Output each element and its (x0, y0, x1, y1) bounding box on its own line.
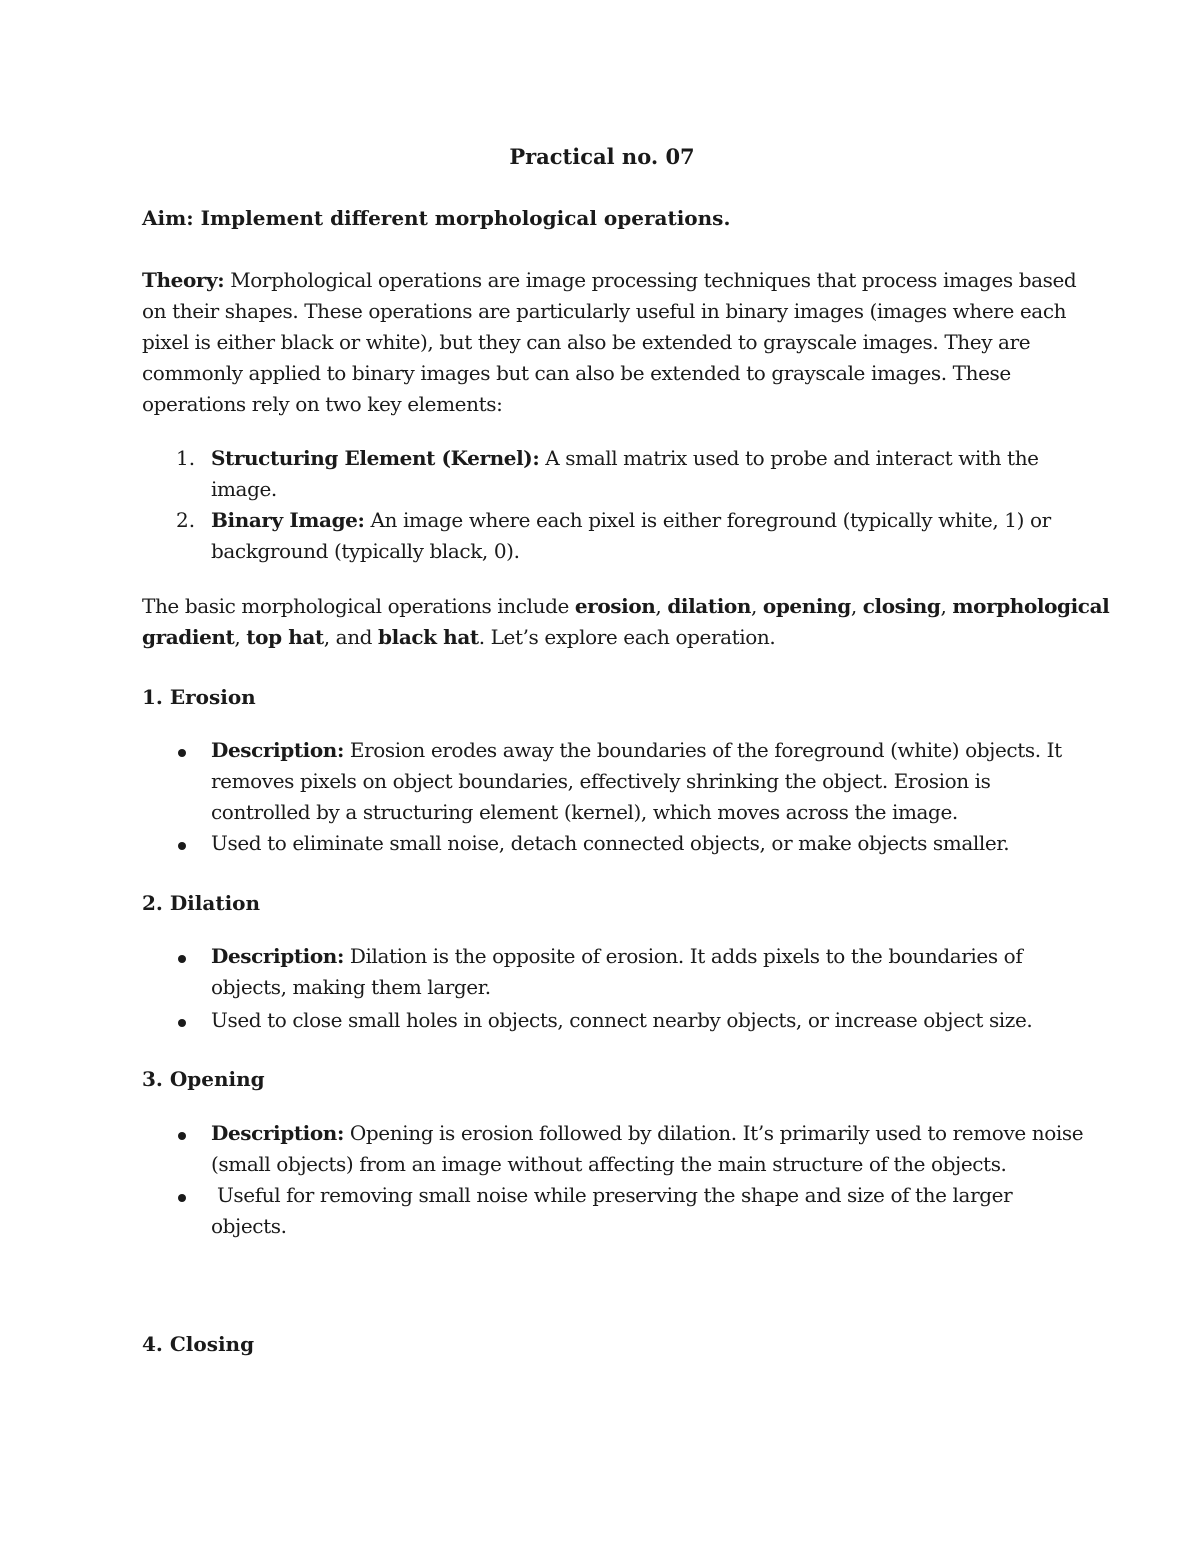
item-desc: An image where each pixel is either foreground (typically white, 1) or (364, 508, 1051, 532)
erosion-desc-2: removes pixels on object boundaries, effectively shrinking the object. Erosion is (211, 769, 991, 793)
bullet-icon (178, 842, 186, 850)
aim-heading: Aim: Implement different morphological operations. (142, 206, 731, 230)
separator: , (850, 594, 863, 618)
item-number: 1. (176, 446, 196, 470)
description-label: Description: (211, 944, 344, 968)
theory-line-2: on their shapes. These operations are particularly useful in binary images (images where each (142, 299, 1067, 323)
theory-line-4: commonly applied to binary images but can also be extended to grayscale images. These (142, 361, 1011, 385)
basic-text: The basic morphological operations include (142, 594, 575, 618)
page-title: Practical no. 07 (509, 144, 695, 169)
item-number: 2. (176, 508, 196, 532)
opening-desc-1 (211, 1121, 1083, 1145)
bullet-icon (178, 1019, 186, 1027)
bullet-icon (178, 1194, 186, 1202)
item-text-2 (211, 508, 1051, 532)
item-label: Binary Image: (211, 508, 365, 532)
section-heading-closing: 4. Closing (142, 1332, 255, 1356)
bullet-icon (178, 1132, 186, 1140)
item-text-1-cont: image. (211, 477, 277, 501)
separator: , (655, 594, 668, 618)
term-erosion: erosion (574, 594, 656, 618)
term-dilation: dilation (667, 594, 751, 618)
description-text: Erosion erodes away the boundaries of the foreground (white) objects. It (343, 738, 1062, 762)
basic-text-end: . Let’s explore each operation. (478, 625, 776, 649)
term-gradient: gradient (142, 625, 235, 649)
section-heading-opening: 3. Opening (142, 1067, 265, 1091)
item-label: Structuring Element (Kernel): (211, 446, 540, 470)
theory-label: Theory: (142, 268, 225, 292)
description-text: Opening is erosion followed by dilation. It’s primarily used to remove noise (343, 1121, 1084, 1145)
erosion-use: Used to eliminate small noise, detach connected objects, or make objects smaller. (211, 831, 1010, 855)
term-black-hat: black hat (378, 625, 479, 649)
term-closing: closing (862, 594, 941, 618)
opening-use-2: objects. (211, 1214, 287, 1238)
basic-ops-line-1 (142, 594, 1109, 618)
item-desc: A small matrix used to probe and interact with the (539, 446, 1039, 470)
dilation-desc-2: objects, making them larger. (211, 975, 491, 999)
bullet-icon (178, 749, 186, 757)
term-top-hat: top hat (246, 625, 324, 649)
theory-text-1: Morphological operations are image processing techniques that process images based (224, 268, 1077, 292)
erosion-desc-1 (211, 738, 1062, 762)
basic-ops-line-2 (142, 625, 775, 649)
description-text: Dilation is the opposite of erosion. It adds pixels to the boundaries of (343, 944, 1023, 968)
dilation-use: Used to close small holes in objects, connect nearby objects, or increase object size. (211, 1008, 1033, 1032)
theory-line-3: pixel is either black or white), but they can also be extended to grayscale images. They are (142, 330, 1031, 354)
opening-desc-2: (small objects) from an image without affecting the main structure of the objects. (211, 1152, 1007, 1176)
term-morphological: morphological (952, 594, 1110, 618)
section-heading-erosion: 1. Erosion (142, 685, 256, 709)
bullet-icon (178, 955, 186, 963)
opening-use-1: Useful for removing small noise while preserving the shape and size of the larger (211, 1183, 1013, 1207)
separator: , (234, 625, 247, 649)
section-heading-dilation: 2. Dilation (142, 891, 261, 915)
dilation-desc-1 (211, 944, 1022, 968)
term-opening: opening (762, 594, 851, 618)
separator: , and (323, 625, 379, 649)
separator: , (750, 594, 763, 618)
description-label: Description: (211, 1121, 344, 1145)
theory-line-5: operations rely on two key elements: (142, 392, 503, 416)
erosion-desc-3: controlled by a structuring element (kernel), which moves across the image. (211, 800, 958, 824)
description-label: Description: (211, 738, 344, 762)
item-text-1 (211, 446, 1039, 470)
theory-line-1 (142, 268, 1076, 292)
item-text-2-cont: background (typically black, 0). (211, 539, 520, 563)
separator: , (940, 594, 953, 618)
